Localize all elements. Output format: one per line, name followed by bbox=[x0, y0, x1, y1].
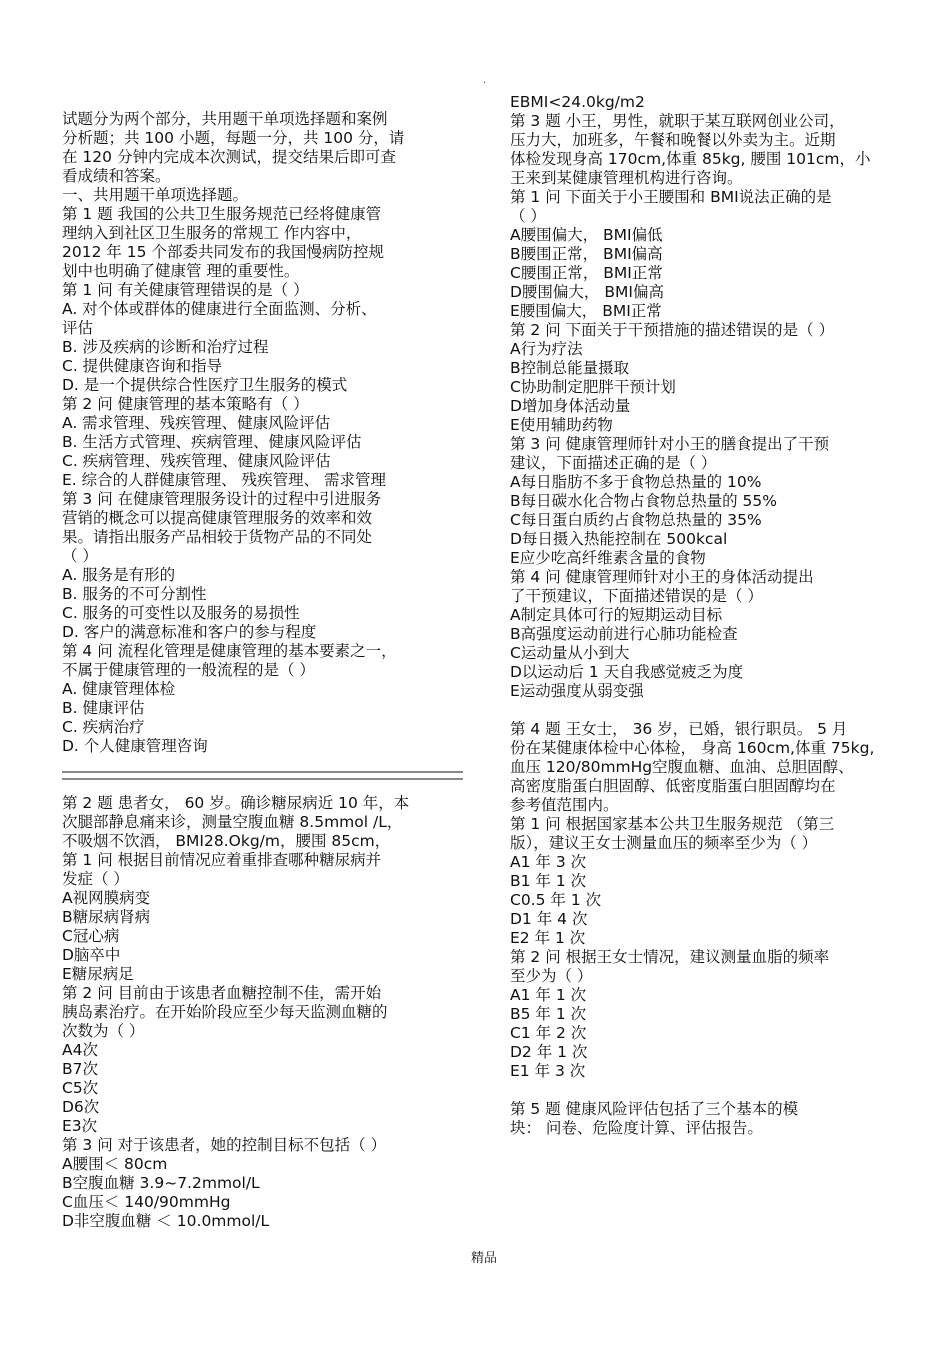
text-line: 第 3 问 对于该患者，她的控制目标不包括（ ） bbox=[62, 1136, 387, 1154]
text-line: B高强度运动前进行心肺功能检查 bbox=[510, 625, 738, 643]
text-line: C5次 bbox=[62, 1079, 99, 1097]
text-line: 第 2 问 健康管理的基本策略有（ ） bbox=[62, 395, 309, 413]
text-line: A. 需求管理、残疾管理、健康风险评估 bbox=[62, 414, 331, 432]
text-line: 块： 问卷、危险度计算、评估报告。 bbox=[510, 1119, 763, 1137]
page-footer: 精品 bbox=[471, 1251, 498, 1266]
text-line: 分析题；共 100 小题，每题一分，共 100 分，请 bbox=[62, 129, 405, 147]
text-line: 第 1 问 下面关于小王腰围和 BMI说法正确的是 bbox=[510, 188, 832, 206]
text-line: C1 年 2 次 bbox=[510, 1024, 587, 1042]
text-line: 一、共用题干单项选择题。 bbox=[62, 186, 249, 204]
text-line: 次腿部静息痛来诊，测量空腹血糖 8.5mmol /L， bbox=[62, 813, 403, 831]
text-line: 划中也明确了健康管 理的重要性。 bbox=[62, 262, 300, 280]
text-line: 体检发现身高 170cm,体重 85kg, 腰围 101cm，小 bbox=[510, 150, 871, 168]
text-line: 在 120 分钟内完成本次测试，提交结果后即可查 bbox=[62, 148, 396, 166]
text-line: A. 服务是有形的 bbox=[62, 566, 176, 584]
text-line: 不吸烟不饮酒， BMI28.Okg/m，腰围 85cm， bbox=[62, 832, 391, 850]
text-line: 第 2 问 根据王女士情况，建议测量血脂的频率 bbox=[510, 948, 830, 966]
page-mark: · bbox=[483, 78, 487, 89]
text-line: C腰围正常， BMI正常 bbox=[510, 264, 663, 282]
text-line: （ ） bbox=[510, 207, 546, 225]
text-line: 2012 年 15 个部委共同发布的我国慢病防控规 bbox=[62, 243, 384, 261]
text-line: 不属于健康管理的一般流程的是（ ） bbox=[62, 661, 315, 679]
text-line: B1 年 1 次 bbox=[510, 872, 587, 890]
text-line: E运动强度从弱变强 bbox=[510, 682, 644, 700]
text-line: A1 年 3 次 bbox=[510, 853, 587, 871]
text-line: C每日蛋白质约占食物总热量的 35% bbox=[510, 511, 762, 529]
text-line: 第 2 题 患者女， 60 岁。确诊糖尿病近 10 年，本 bbox=[62, 794, 410, 812]
text-line: B. 涉及疾病的诊断和治疗过程 bbox=[62, 338, 269, 356]
text-line: A行为疗法 bbox=[510, 340, 583, 358]
text-line: A. 对个体或群体的健康进行全面监测、分析、 bbox=[62, 300, 377, 318]
text-line: B5 年 1 次 bbox=[510, 1005, 587, 1023]
text-line: 第 3 问 在健康管理服务设计的过程中引进服务 bbox=[62, 490, 382, 508]
text-line: B. 服务的不可分割性 bbox=[62, 585, 207, 603]
text-line: C血压＜ 140/90mmHg bbox=[62, 1193, 231, 1211]
text-line: B7次 bbox=[62, 1060, 98, 1078]
text-line: 第 2 问 目前由于该患者血糖控制不佳，需开始 bbox=[62, 984, 382, 1002]
text-line: C. 服务的可变性以及服务的易损性 bbox=[62, 604, 300, 622]
text-line: E腰围偏大， BMI正常 bbox=[510, 302, 662, 320]
text-line: A1 年 1 次 bbox=[510, 986, 587, 1004]
text-line: 发症（ ） bbox=[62, 870, 129, 888]
text-line: 理纳入到社区卫生服务的常规工 作内容中， bbox=[62, 224, 362, 242]
text-line: B. 健康评估 bbox=[62, 699, 145, 717]
text-line: 至少为（ ） bbox=[510, 967, 593, 985]
text-line: D6次 bbox=[62, 1098, 100, 1116]
text-line: E应少吃高纤维素含量的食物 bbox=[510, 549, 706, 567]
text-line: B控制总能量摄取 bbox=[510, 359, 630, 377]
text-line: A. 健康管理体检 bbox=[62, 680, 176, 698]
text-line: C运动量从小到大 bbox=[510, 644, 630, 662]
text-line: 建议，下面描述正确的是（ ） bbox=[510, 454, 717, 472]
text-line: 第 3 问 健康管理师针对小王的膳食提出了干预 bbox=[510, 435, 830, 453]
text-line: E. 综合的人群健康管理、 残疾管理、 需求管理 bbox=[62, 471, 387, 489]
text-line: D非空腹血糖 ＜ 10.0mmol/L bbox=[62, 1212, 270, 1230]
text-line: 第 5 题 健康风险评估包括了三个基本的模 bbox=[510, 1100, 799, 1118]
text-line: D. 个人健康管理咨询 bbox=[62, 737, 208, 755]
text-line: A制定具体可行的短期运动目标 bbox=[510, 606, 723, 624]
text-line: B. 生活方式管理、疾病管理、健康风险评估 bbox=[62, 433, 362, 451]
text-line: 第 3 题 小王，男性，就职于某互联网创业公司， bbox=[510, 112, 845, 130]
text-line: A4次 bbox=[62, 1041, 98, 1059]
text-line: 了干预建议，下面描述错误的是（ ） bbox=[510, 587, 763, 605]
text-line: 第 4 问 流程化管理是健康管理的基本要素之一， bbox=[62, 642, 397, 660]
text-line: B糖尿病肾病 bbox=[62, 908, 151, 926]
text-line: D以运动后 1 天自我感觉疲乏为度 bbox=[510, 663, 744, 681]
text-line: 营销的概念可以提高健康管理服务的效率和效 bbox=[62, 509, 373, 527]
text-line: E1 年 3 次 bbox=[510, 1062, 586, 1080]
text-line: B每日碳水化合物占食物总热量的 55% bbox=[510, 492, 778, 510]
text-line: D. 是一个提供综合性医疗卫生服务的模式 bbox=[62, 376, 348, 394]
text-line: 胰岛素治疗。在开始阶段应至少每天监测血糖的 bbox=[62, 1003, 388, 1021]
text-line: 压力大，加班多，午餐和晚餐以外卖为主。近期 bbox=[510, 131, 836, 149]
text-line: E糖尿病足 bbox=[62, 965, 134, 983]
text-line: C0.5 年 1 次 bbox=[510, 891, 602, 909]
text-line: 次数为（ ） bbox=[62, 1022, 145, 1040]
text-line: A腰围＜ 80cm bbox=[62, 1155, 168, 1173]
text-line: （ ） bbox=[62, 547, 98, 565]
text-line: 参考值范围内。 bbox=[510, 796, 619, 814]
text-line: D2 年 1 次 bbox=[510, 1043, 588, 1061]
text-line: 血压 120/80mmHg空腹血糖、血油、总胆固醇、 bbox=[510, 758, 854, 776]
text-line: E使用辅助药物 bbox=[510, 416, 613, 434]
text-line: A视网膜病变 bbox=[62, 889, 151, 907]
text-line: 第 1 问 根据目前情况应着重排查哪种糖尿病并 bbox=[62, 851, 382, 869]
text-line: C. 提供健康咨询和指导 bbox=[62, 357, 223, 375]
section-divider bbox=[62, 771, 463, 780]
text-line: A每日脂肪不多于食物总热量的 10% bbox=[510, 473, 762, 491]
text-line: 高密度脂蛋白胆固醇、低密度脂蛋白胆固醇均在 bbox=[510, 777, 836, 795]
text-line: 第 4 问 健康管理师针对小王的身体活动提出 bbox=[510, 568, 814, 586]
text-line: B空腹血糖 3.9~7.2mmol/L bbox=[62, 1174, 260, 1192]
text-line: E2 年 1 次 bbox=[510, 929, 586, 947]
text-line: B腰围正常， BMI偏高 bbox=[510, 245, 663, 263]
text-line: A腰围偏大， BMI偏低 bbox=[510, 226, 663, 244]
text-line: 第 1 问 根据国家基本公共卫生服务规范 （第三 bbox=[510, 815, 835, 833]
text-line: C. 疾病治疗 bbox=[62, 718, 145, 736]
text-line: C协助制定肥胖干预计划 bbox=[510, 378, 676, 396]
text-line: C. 疾病管理、残疾管理、健康风险评估 bbox=[62, 452, 331, 470]
text-line: D. 客户的满意标准和客户的参与程度 bbox=[62, 623, 317, 641]
text-line: D增加身体活动量 bbox=[510, 397, 631, 415]
text-line: C冠心病 bbox=[62, 927, 120, 945]
text-line: 果。请指出服务产品相较于货物产品的不同处 bbox=[62, 528, 373, 546]
text-line: 份在某健康体检中心体检， 身高 160cm,体重 75kg, bbox=[510, 739, 875, 757]
text-line: 第 1 题 我国的公共卫生服务规范已经将健康管 bbox=[62, 205, 382, 223]
text-line: 版），建议王女士测量血压的频率至少为（ ） bbox=[510, 834, 818, 852]
text-line: EBMI<24.0kg/m2 bbox=[510, 93, 645, 111]
text-line: 第 4 题 王女士， 36 岁，已婚，银行职员。 5 月 bbox=[510, 720, 848, 738]
text-line: D1 年 4 次 bbox=[510, 910, 588, 928]
text-line: D每日摄入热能控制在 500kcal bbox=[510, 530, 728, 548]
text-line: E3次 bbox=[62, 1117, 98, 1135]
text-line: 王来到某健康管理机构进行咨询。 bbox=[510, 169, 743, 187]
text-line: D脑卒中 bbox=[62, 946, 121, 964]
text-line: D腰围偏大， BMI偏高 bbox=[510, 283, 664, 301]
text-line: 第 2 问 下面关于干预措施的描述错误的是（ ） bbox=[510, 321, 835, 339]
text-line: 评估 bbox=[62, 319, 94, 337]
text-line: 试题分为两个部分，共用题干单项选择题和案例 bbox=[62, 110, 388, 128]
text-line: 第 1 问 有关健康管理错误的是（ ） bbox=[62, 281, 309, 299]
text-line: 看成绩和答案。 bbox=[62, 167, 171, 185]
